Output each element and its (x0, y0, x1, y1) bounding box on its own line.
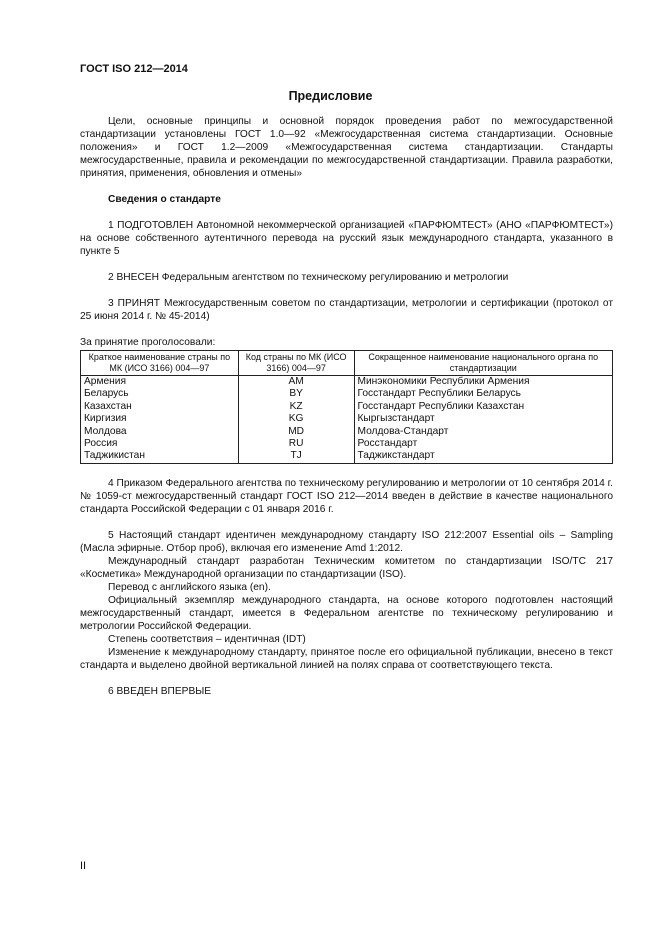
voting-table (80, 350, 613, 464)
country-cell: Таджикистан (81, 450, 239, 463)
page-content (80, 115, 613, 698)
country-cell: Казахстан (81, 401, 239, 413)
table-row (81, 401, 613, 413)
body-cell: Минэкономики Республики Армения (354, 376, 613, 389)
body-cell: Госстандарт Республики Беларусь (354, 388, 613, 400)
intro-paragraph: Цели, основные принципы и основной порядок проведения работ по межгосударственной стандартизации установлены ГОСТ 1.0—92 «Межгосударственная система стандартизации. Основные положения» и ГОСТ 1.2—2009 «Межгосударственная система стандартизации. Стандарты межгосударственные, правила и рекомендации по межгосударственной стандартизации. Правила разработки, принятия, применения, обновления и отмены» (80, 116, 613, 179)
table-row (81, 426, 613, 438)
body-cell: Таджикстандарт (354, 450, 613, 463)
body-cell: Росстандарт (354, 438, 613, 450)
item-5-compliance-paragraph: Степень соответствия – идентичная (IDT) (108, 633, 306, 645)
item-5-translation-paragraph: Перевод с английского языка (en). (108, 581, 271, 593)
country-cell: Армения (81, 376, 239, 389)
body-cell: Кыргызстандарт (354, 413, 613, 425)
code-cell: KZ (238, 401, 354, 413)
code-cell: AM (238, 376, 354, 389)
page-title: Предисловие (288, 89, 373, 103)
table-row (81, 413, 613, 425)
item-3-paragraph: 3 ПРИНЯТ Межгосударственным советом по стандартизации, метрологии и сертификации (протокол от 25 июня 2014 г. № 45-2014) (80, 298, 613, 322)
country-cell: Беларусь (81, 388, 239, 400)
country-cell: Молдова (81, 426, 239, 438)
country-cell: Киргизия (81, 413, 239, 425)
column-header-code: Код страны по МК (ИСО 3166) 004—97 (238, 351, 354, 376)
page-number: II (80, 860, 87, 872)
code-cell: KG (238, 413, 354, 425)
table-caption: За принятие проголосовали: (80, 337, 216, 348)
table-row (81, 450, 613, 463)
body-cell: Молдова-Стандарт (354, 426, 613, 438)
code-cell: TJ (238, 450, 354, 463)
table-header-row (81, 351, 613, 376)
table-row (81, 388, 613, 400)
item-4-paragraph: 4 Приказом Федерального агентства по техническому регулированию и метрологии от 10 сентября 2014 г. № 1059-ст межгосударственный стандарт ГОСТ ISO 212—2014 введен в действие в качестве национального стандарта Российской Федерации с 01 января 2016 г. (80, 477, 613, 515)
column-header-body: Сокращенное наименование национального органа по стандартизации (354, 351, 613, 376)
code-cell: RU (238, 438, 354, 450)
table-row (81, 376, 613, 389)
item-5-official-copy-paragraph: Официальный экземпляр международного стандарта, на основе которого подготовлен настоящий межгосударственный стандарт, имеется в Федеральном агентстве по техническому регулированию и метрологии Российской Федерации. (80, 594, 613, 632)
item-1-paragraph: 1 ПОДГОТОВЛЕН Автономной некоммерческой организацией «ПАРФЮМТЕСТ» (АНО «ПАРФЮМТЕСТ») на основе собственного аутентичного перевода на русский язык международного стандарта, указанного в пункте 5 (80, 220, 613, 257)
item-5-developer-paragraph: Международный стандарт разработан Техническим комитетом по стандартизации ISO/TC 217 «Косметика» Международной организации по стандартизации (ISO). (80, 555, 613, 580)
country-cell: Россия (81, 438, 239, 450)
item-5-paragraph: 5 Настоящий стандарт идентичен международному стандарту ISO 212:2007 Essential oils – Sampling (Масла эфирные. Отбор проб), включая его изменение Amd 1:2012. (80, 529, 613, 554)
table-row (81, 438, 613, 450)
item-6-paragraph: 6 ВВЕДЕН ВПЕРВЫЕ (108, 685, 212, 697)
body-cell: Госстандарт Республики Казахстан (354, 401, 613, 413)
section-subheading: Сведения о стандарте (108, 194, 221, 205)
document-code: ГОСТ ISO 212—2014 (80, 63, 188, 75)
code-cell: MD (238, 426, 354, 438)
item-2-paragraph: 2 ВНЕСЕН Федеральным агентством по техническому регулированию и метрологии (108, 272, 509, 283)
item-5-amendment-paragraph: Изменение к международному стандарту, принятое после его официальной публикации, внесено в текст стандарта и выделено двойной вертикальной линией на полях справа от соответствующего текста. (80, 646, 613, 671)
code-cell: BY (238, 388, 354, 400)
column-header-country: Краткое наименование страны по МК (ИСО 3166) 004—97 (81, 351, 239, 376)
